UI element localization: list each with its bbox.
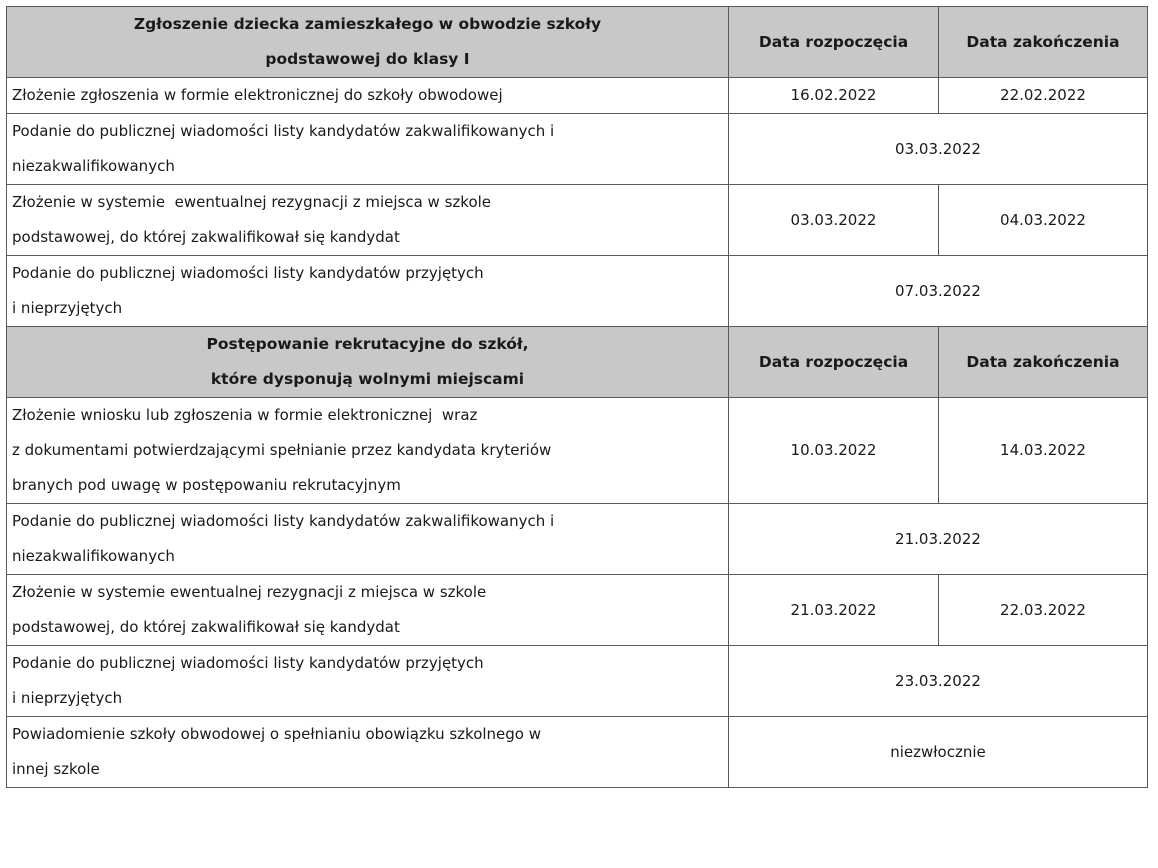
end-date: 04.03.2022 [939, 185, 1148, 256]
row-description [7, 114, 729, 185]
column-header-end-date: Data zakończenia [939, 327, 1148, 398]
end-date: 14.03.2022 [939, 398, 1148, 504]
description-line: z dokumentami potwierdzającymi spełnianie przez kandydata kryteriów [12, 441, 552, 459]
table-row [7, 575, 1148, 646]
row-description [7, 575, 729, 646]
table-row [7, 717, 1148, 788]
section-title-line: Postępowanie rekrutacyjne do szkół, [206, 335, 529, 353]
row-description [7, 504, 729, 575]
description-line: branych pod uwagę w postępowaniu rekrutacyjnym [12, 476, 401, 494]
description-line: podstawowej, do której zakwalifikował się kandydat [12, 228, 400, 246]
start-date: 16.02.2022 [729, 78, 939, 114]
description-line: Powiadomienie szkoły obwodowej o spełnianiu obowiązku szkolnego w [12, 725, 542, 743]
section-header-row [7, 7, 1148, 78]
description-line: podstawowej, do której zakwalifikował się kandydat [12, 618, 400, 636]
end-date: 22.02.2022 [939, 78, 1148, 114]
table-row [7, 185, 1148, 256]
description-line: Złożenie w systemie ewentualnej rezygnacji z miejsca w szkole [12, 583, 487, 601]
description-line: Podanie do publicznej wiadomości listy kandydatów zakwalifikowanych i [12, 512, 555, 530]
date-single: 23.03.2022 [729, 646, 1148, 717]
table-row [7, 256, 1148, 327]
description-line: i nieprzyjętych [12, 299, 123, 317]
description-line: Podanie do publicznej wiadomości listy kandydatów zakwalifikowanych i [12, 122, 555, 140]
description-line: Podanie do publicznej wiadomości listy kandydatów przyjętych [12, 654, 484, 672]
column-header-start-date: Data rozpoczęcia [729, 7, 939, 78]
description-line: Złożenie zgłoszenia w formie elektronicznej do szkoły obwodowej [12, 86, 503, 104]
description-line: niezakwalifikowanych [12, 547, 175, 565]
section-header-row [7, 327, 1148, 398]
column-header-start-date: Data rozpoczęcia [729, 327, 939, 398]
row-description [7, 185, 729, 256]
table-row [7, 78, 1148, 114]
date-single: 21.03.2022 [729, 504, 1148, 575]
date-single: 07.03.2022 [729, 256, 1148, 327]
start-date: 03.03.2022 [729, 185, 939, 256]
description-line: Podanie do publicznej wiadomości listy kandydatów przyjętych [12, 264, 484, 282]
recruitment-schedule-table [6, 6, 1148, 788]
start-date: 21.03.2022 [729, 575, 939, 646]
table-row [7, 504, 1148, 575]
row-description [7, 398, 729, 504]
section-title-line: Zgłoszenie dziecka zamieszkałego w obwodzie szkoły [133, 15, 602, 33]
table-row [7, 646, 1148, 717]
description-line: innej szkole [12, 760, 100, 778]
description-line: Złożenie w systemie ewentualnej rezygnacji z miejsca w szkole [12, 193, 492, 211]
table-row [7, 398, 1148, 504]
description-line: i nieprzyjętych [12, 689, 123, 707]
section-title [7, 7, 729, 78]
row-description [7, 717, 729, 788]
start-date: 10.03.2022 [729, 398, 939, 504]
section-title-line: które dysponują wolnymi miejscami [210, 370, 525, 388]
section-title-line: podstawowej do klasy I [265, 50, 470, 68]
table-row [7, 114, 1148, 185]
description-line: niezakwalifikowanych [12, 157, 175, 175]
date-single: 03.03.2022 [729, 114, 1148, 185]
column-header-end-date: Data zakończenia [939, 7, 1148, 78]
row-description [7, 646, 729, 717]
section-title [7, 327, 729, 398]
date-single: niezwłocznie [729, 717, 1148, 788]
description-line: Złożenie wniosku lub zgłoszenia w formie elektronicznej wraz [12, 406, 478, 424]
row-description [7, 78, 729, 114]
end-date: 22.03.2022 [939, 575, 1148, 646]
row-description [7, 256, 729, 327]
